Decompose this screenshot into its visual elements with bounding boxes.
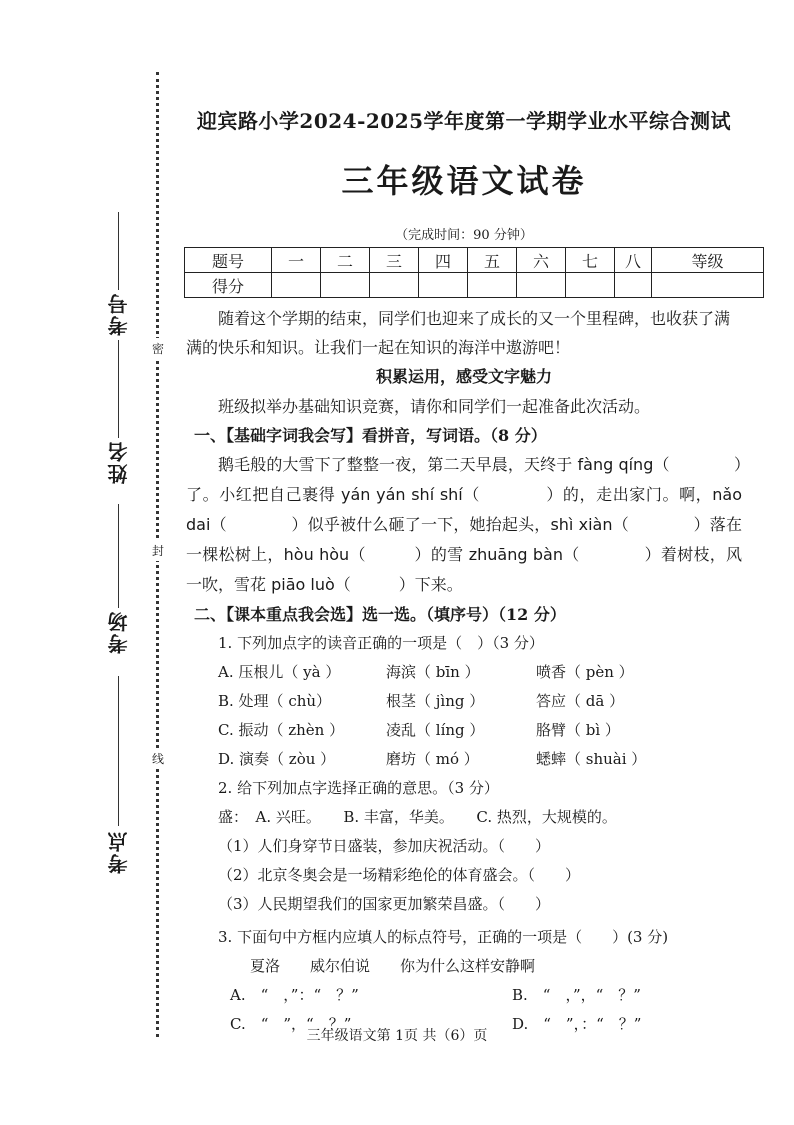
time-note: （完成时间：90 分钟） — [395, 228, 533, 243]
intro-paragraph: 随着这个学期的结束，同学们也迎来了成长的又一个里程碑，也收获了满满的快乐和知识。让我们一起在知识的海洋中遨游吧！ — [186, 309, 731, 357]
q2-2-meanings: 盛： A. 兴旺。 B. 丰富，华美。 C. 热烈，大规模的。 — [218, 808, 617, 826]
punct-option-d: D. “ ”，：“ ？” — [512, 1015, 642, 1033]
exam-title: 三年级语文试卷 — [341, 162, 587, 200]
option-a-3: 喷香（ pèn ） — [536, 663, 634, 681]
q2-3-sentence: 夏洛 威尔伯说 你为什么这样安静啊 — [250, 957, 536, 975]
option-a-2: 海滨（ bīn ） — [386, 663, 480, 681]
score-cell-header: 五 — [468, 248, 517, 273]
q1-passage — [186, 450, 742, 600]
q2-1-row-b — [186, 687, 742, 716]
q2-1-stem: 1. 下列加点字的读音正确的一项是（ ）（3 分） — [218, 634, 544, 652]
q1-pinyin: shì xiàn — [550, 515, 613, 534]
room-line — [118, 676, 119, 826]
exam-room-label: 考场 — [107, 610, 131, 654]
score-input-cell[interactable] — [321, 273, 370, 298]
score-table-header-row — [185, 248, 764, 273]
score-input-cell[interactable] — [517, 273, 566, 298]
score-input-cell[interactable] — [615, 273, 652, 298]
exam-site-label: 考点 — [107, 830, 131, 874]
q2-3-options-ab — [186, 981, 742, 1010]
q2-1-row-c — [186, 716, 742, 745]
q1-seg: （ ）了。小红把自己裹得 — [186, 455, 742, 504]
score-input-cell[interactable] — [652, 273, 764, 298]
score-input-cell[interactable] — [468, 273, 517, 298]
option-b-1: B. 处理（ chù） — [218, 692, 332, 710]
name-line-bottom — [118, 504, 119, 608]
score-input-cell[interactable] — [370, 273, 419, 298]
option-b-3: 答应（ dā ） — [536, 692, 625, 710]
score-cell-header: 题号 — [185, 248, 272, 273]
option-b-2: 根茎（ jìng ） — [386, 692, 485, 710]
score-input-cell[interactable] — [566, 273, 615, 298]
q1-seg: （ ）似乎被什么砸了一下，她抬起头， — [210, 515, 551, 534]
seal-mark-mi: 密 — [152, 338, 164, 359]
q1-title: 一、【基础字词我会写】看拼音，写词语。（8 分） — [194, 426, 547, 445]
name-line-top — [118, 340, 119, 438]
exam-number-line — [118, 212, 119, 290]
q1-pinyin: yán yán shí shí — [341, 485, 463, 504]
q1-seg: （ ）的，走出家门。啊， — [462, 485, 713, 504]
option-d-3: 蟋蟀（ shuài ） — [536, 750, 647, 768]
score-cell-header: 六 — [517, 248, 566, 273]
q1-pinyin: zhuāng bàn — [468, 545, 563, 564]
q1-pinyin: nǎo dai — [186, 485, 742, 534]
score-input-cell[interactable] — [419, 273, 468, 298]
option-d-2: 磨坊（ mó ） — [386, 750, 479, 768]
school-title: 迎宾路小学2024-2025学年度第一学期学业水平综合测试 — [196, 109, 732, 133]
q2-title: 二、【课本重点我会选】选一选。（填序号）（12 分） — [194, 605, 566, 624]
q1-pinyin: hòu hòu — [283, 545, 350, 564]
score-input-cell[interactable] — [272, 273, 321, 298]
punct-option-b: B. “ ，”，“ ？” — [512, 986, 641, 1004]
score-cell-header: 一 — [272, 248, 321, 273]
option-c-2: 凌乱（ líng ） — [386, 721, 485, 739]
q1-pinyin: fàng qíng — [577, 455, 654, 474]
q1-seg: （ ）下来。 — [334, 575, 463, 594]
binding-margin — [0, 0, 170, 1125]
punct-option-a: A. “ ，”：“ ？” — [230, 986, 359, 1004]
q1-seg: （ ）的雪 — [349, 545, 469, 564]
q2-2-item: （3）人民期望我们的国家更加繁荣昌盛。（ ） — [218, 895, 551, 913]
seal-mark-feng: 封 — [152, 540, 164, 561]
score-label-cell: 得分 — [185, 273, 272, 298]
activity-text: 班级拟举办基础知识竞赛，请你和同学们一起准备此次活动。 — [218, 397, 651, 416]
page-footer: 三年级语文第 1页 共（6）页 — [306, 1028, 488, 1044]
option-c-3: 胳臂（ bì ） — [536, 721, 620, 739]
score-cell-header: 三 — [370, 248, 419, 273]
q1-seg: （ ）落在一棵松树上， — [186, 515, 742, 564]
score-cell-header: 七 — [566, 248, 615, 273]
option-a-1: A. 压根儿（ yà ） — [218, 663, 341, 681]
name-label: 姓名 — [107, 440, 131, 484]
q2-3-stem: 3. 下面句中方框内应填人的标点符号，正确的一项是（ ）(3 分) — [218, 928, 669, 946]
q2-2-item: （1）人们身穿节日盛装，参加庆祝活动。（ ） — [218, 837, 551, 855]
q1-seg: 鹅毛般的大雪下了整整一夜，第二天早晨，天终于 — [218, 455, 578, 474]
exam-body — [186, 105, 742, 1039]
score-cell-header: 等级 — [652, 248, 764, 273]
q2-1-row-d — [186, 745, 742, 774]
score-cell-header: 八 — [615, 248, 652, 273]
punct-option-c: C. “ ”，“ ？” — [230, 1015, 352, 1033]
score-cell-header: 二 — [321, 248, 370, 273]
q2-2-item: （2）北京冬奥会是一场精彩绝伦的体育盛会。（ ） — [218, 866, 581, 884]
score-cell-header: 四 — [419, 248, 468, 273]
score-table-score-row — [185, 273, 764, 298]
q1-seg: （ ）着树枝，风一吹，雪花 — [186, 545, 742, 594]
option-d-1: D. 演奏（ zòu ） — [218, 750, 336, 768]
option-c-1: C. 振动（ zhèn ） — [218, 721, 345, 739]
score-table — [184, 247, 764, 298]
exam-number-label: 考号 — [107, 292, 131, 336]
q2-1-row-a — [186, 658, 742, 687]
q2-2-stem: 2. 给下列加点字选择正确的意思。（3 分） — [218, 779, 499, 797]
section-heading: 积累运用，感受文字魅力 — [375, 367, 552, 386]
seal-mark-xian: 线 — [152, 748, 164, 769]
q1-pinyin: piāo luò — [271, 575, 335, 594]
